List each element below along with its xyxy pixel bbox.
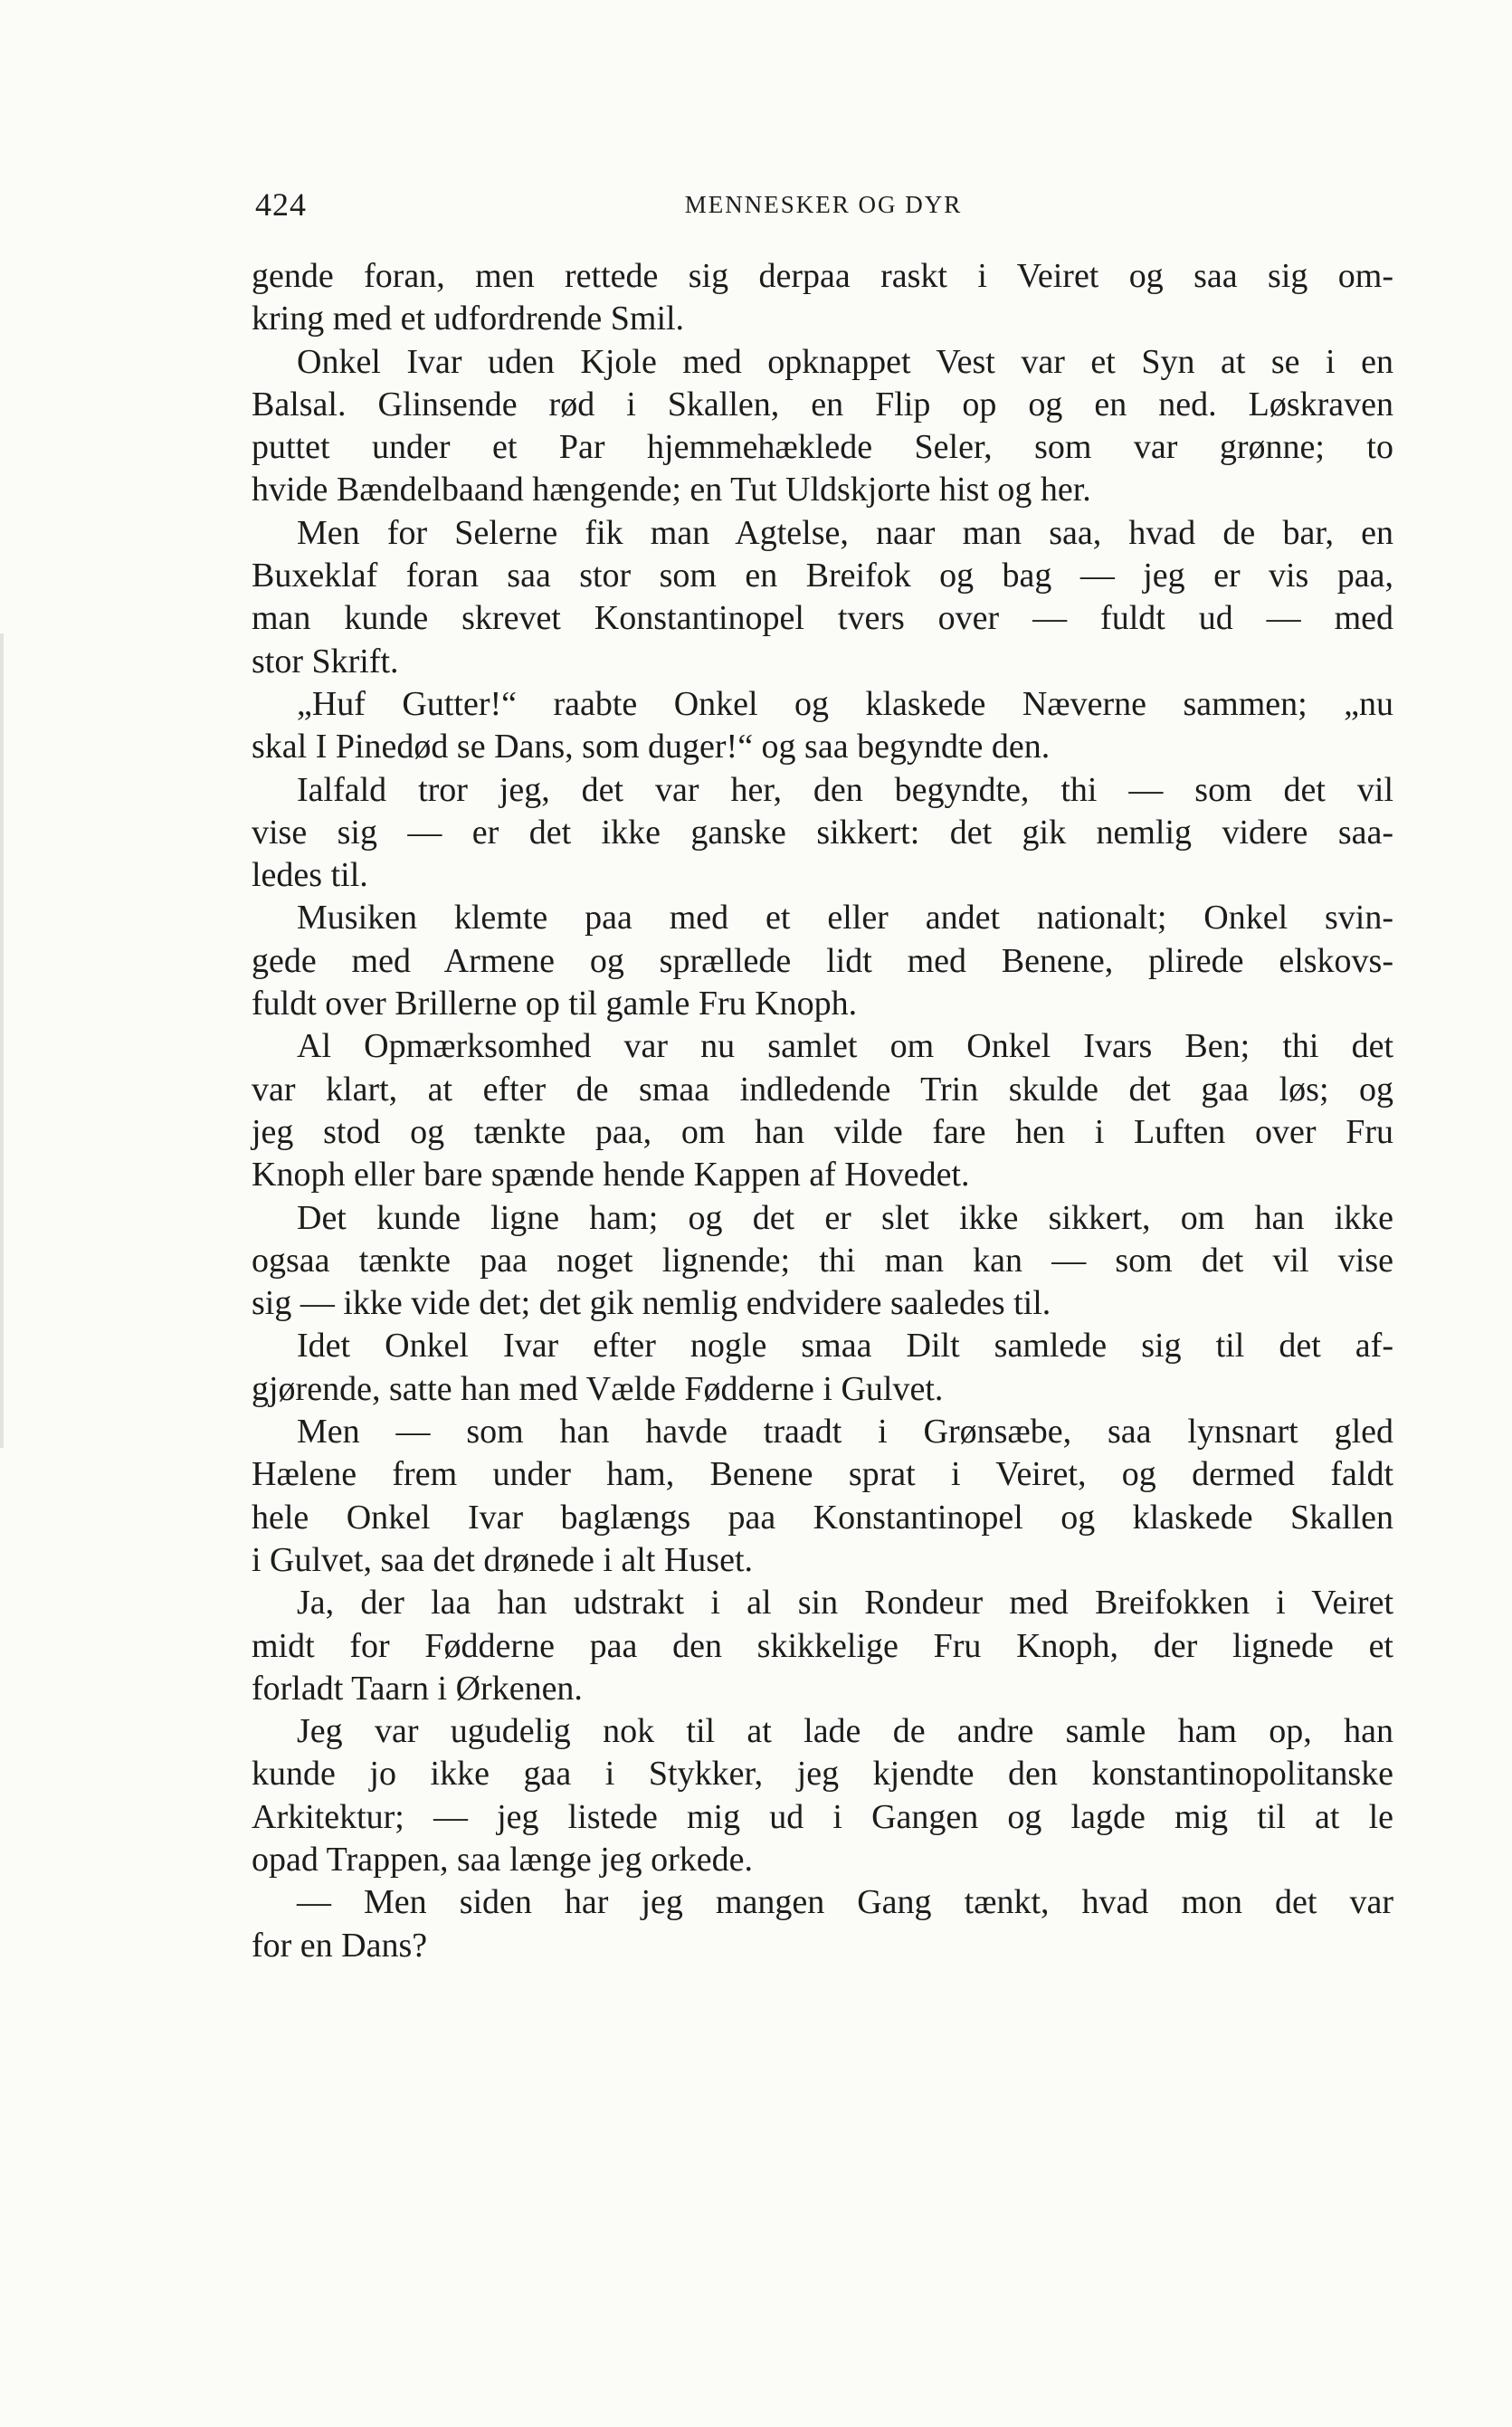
text-line: fuldt over Brillerne op til gamle Fru Knoph. [252,985,858,1023]
text-line: Onkel Ivar uden Kjole med opknappet Vest var et Syn at se i en [297,342,1393,381]
text-line: opad Trappen, saa længe jeg orkede. [252,1840,754,1879]
text-line: puttet under et Par hjemmehæklede Seler, som var grønne; to [252,428,1393,467]
text-line: gede med Armene og sprællede lidt med Benene, plirede elskovs- [252,941,1393,980]
text-line: forladt Taarn i Ørkenen. [252,1669,583,1708]
text-line: var klart, at efter de smaa indledende Trin skulde det gaa løs; og [252,1070,1393,1109]
text-line: skal I Pinedød se Dans, som duger!“ og saa begyndte den. [252,728,1051,766]
text-line: Balsal. Glinsende rød i Skallen, en Flip op og en ned. Løskraven [252,385,1393,424]
text-line: Men — som han havde traadt i Grønsæbe, saa lynsnart gled [297,1413,1393,1451]
text-line: Men for Selerne fik man Agtelse, naar man saa, hvad de bar, en [297,513,1393,552]
text-line: sig — ikke vide det; det gik nemlig endvidere saaledes til. [252,1284,1051,1323]
page-header [255,186,1392,231]
text-line: Jeg var ugudelig nok til at lade de andre samle ham op, han [297,1712,1393,1751]
text-line: Al Opmærksomhed var nu samlet om Onkel Ivars Ben; thi det [297,1027,1393,1066]
text-line: for en Dans? [252,1926,428,1965]
text-line: ogsaa tænkte paa noget lignende; thi man kan — som det vil vise [252,1241,1393,1280]
text-line: Ialfald tror jeg, det var her, den begyndte, thi — som det vil [297,770,1393,809]
text-line: gjørende, satte han med Vælde Fødderne i Gulvet. [252,1369,944,1408]
text-line: Ja, der laa han udstrakt i al sin Rondeur med Breifokken i Veiret [297,1584,1393,1623]
text-line: hvide Bændelbaand hængende; en Tut Uldskjorte hist og her. [252,471,1091,509]
text-line: Hælene frem under ham, Benene sprat i Veiret, og dermed faldt [252,1455,1393,1494]
text-line: Arkitektur; — jeg listede mig ud i Gangen og lagde mig til at le [252,1797,1393,1836]
text-line: gende foran, men rettede sig derpaa raskt i Veiret og saa sig om- [252,257,1393,295]
text-line: i Gulvet, saa det drønede i alt Huset. [252,1540,754,1579]
scan-edge-shadow [0,633,4,1448]
running-head: MENNESKER OG DYR [684,191,963,218]
text-line: kring med et udfordrende Smil. [252,300,685,338]
page-number: 424 [255,186,307,223]
text-line: Musiken klemte paa med et eller andet nationalt; Onkel svin- [297,899,1393,937]
text-line: midt for Fødderne paa den skikkelige Fru Knoph, der lignede et [252,1626,1393,1665]
text-line: „Huf Gutter!“ raabte Onkel og klaskede Næverne sammen; „nu [297,684,1393,723]
text-line: stor Skrift. [252,642,399,681]
text-line: Idet Onkel Ivar efter nogle smaa Dilt samlede sig til det af- [297,1327,1393,1366]
text-line: vise sig — er det ikke ganske sikkert: det gik nemlig videre saa- [252,813,1393,852]
text-line: Knoph eller bare spænde hende Kappen af Hovedet. [252,1156,970,1194]
text-line: — Men siden har jeg mangen Gang tænkt, hvad mon det var [297,1883,1393,1922]
text-line: hele Onkel Ivar baglængs paa Konstantinopel og klaskede Skallen [252,1498,1393,1537]
text-line: kunde jo ikke gaa i Stykker, jeg kjendte den konstantinopolitanske [252,1755,1393,1794]
text-line: Det kunde ligne ham; og det er slet ikke sikkert, om han ikke [297,1198,1393,1237]
text-line: Buxeklaf foran saa stor som en Breifok og bag — jeg er vis paa, [252,557,1393,595]
body-text [252,255,1393,1967]
text-line: ledes til. [252,856,368,895]
text-line: jeg stod og tænkte paa, om han vilde fare hen i Luften over Fru [252,1112,1393,1151]
text-line: man kunde skrevet Konstantinopel tvers over — fuldt ud — med [252,599,1393,638]
